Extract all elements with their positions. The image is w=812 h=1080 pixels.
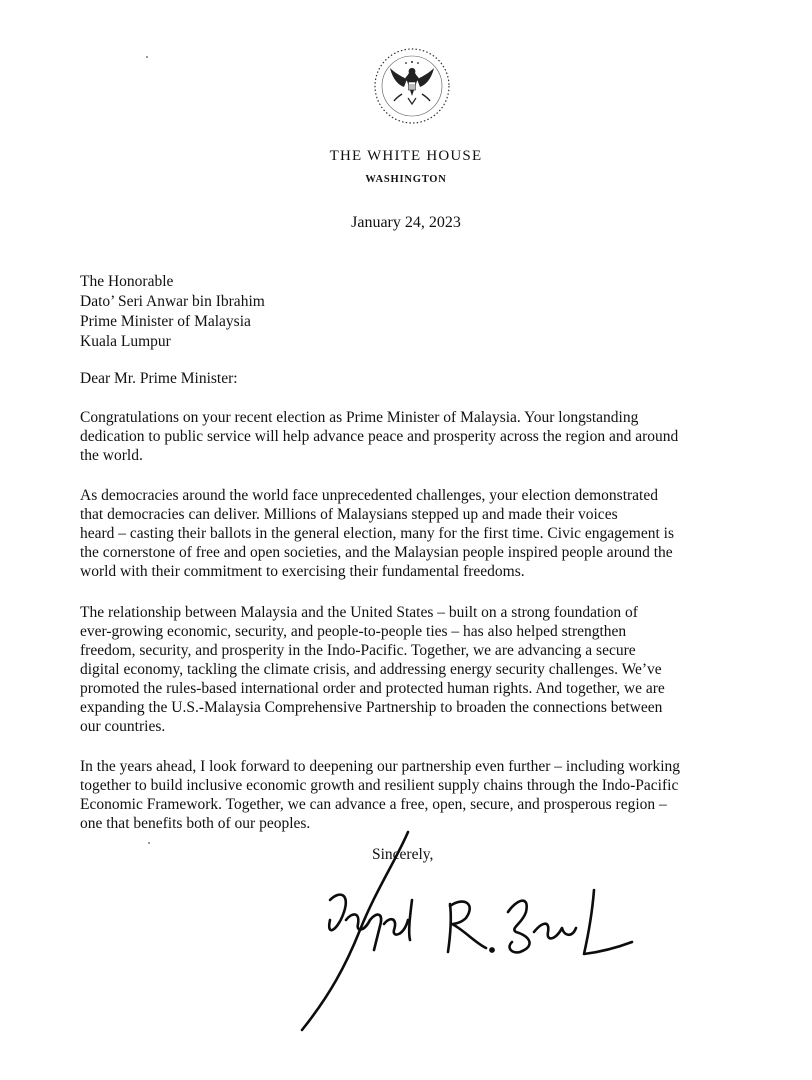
recipient-line: The Honorable bbox=[80, 273, 174, 290]
paragraph-line: As democracies around the world face unprecedented challenges, your election demonstrated bbox=[80, 487, 658, 504]
closing: Sincerely, bbox=[372, 846, 434, 863]
paragraph-line: The relationship between Malaysia and the United States – built on a strong foundation of bbox=[80, 604, 638, 621]
paragraph-line: together to build inclusive economic growth and resilient supply chains through the Indo-Pacific bbox=[80, 777, 679, 794]
letterhead-subtitle: WASHINGTON bbox=[365, 174, 447, 185]
letter-date: January 24, 2023 bbox=[351, 214, 461, 231]
paragraph-line: the world. bbox=[80, 447, 143, 464]
recipient-line: Prime Minister of Malaysia bbox=[80, 313, 251, 330]
paper-speck bbox=[146, 56, 148, 58]
paragraph-line: one that benefits both of our peoples. bbox=[80, 815, 311, 832]
paragraph-line: digital economy, tackling the climate crisis, and addressing energy security challenges. We’ve bbox=[80, 661, 662, 678]
recipient-line: Kuala Lumpur bbox=[80, 333, 171, 350]
paragraph-line: promoted the rules-based international order and protected human rights. And together, we are bbox=[80, 680, 665, 697]
paragraph-line: world with their commitment to exercising their fundamental freedoms. bbox=[80, 563, 525, 580]
letterhead-title: THE WHITE HOUSE bbox=[329, 148, 483, 164]
paragraph-1 bbox=[80, 408, 740, 465]
paragraph-3 bbox=[80, 603, 740, 736]
paragraph-line: In the years ahead, I look forward to deepening our partnership even further – including working bbox=[80, 758, 680, 775]
paragraph-line: our countries. bbox=[80, 718, 166, 735]
recipient-line: Dato’ Seri Anwar bin Ibrahim bbox=[80, 293, 265, 310]
paragraph-line: ever-growing economic, security, and people-to-people ties – has also helped strengthen bbox=[80, 623, 627, 640]
paragraph-line: Congratulations on your recent election as Prime Minister of Malaysia. Your longstanding bbox=[80, 409, 639, 426]
signature-icon bbox=[280, 820, 640, 1040]
paragraph-line: freedom, security, and prosperity in the Indo-Pacific. Together, we are advancing a secure bbox=[80, 642, 636, 659]
paper-speck bbox=[148, 842, 150, 844]
paragraph-line: that democracies can deliver. Millions of Malaysians stepped up and made their voices bbox=[80, 506, 618, 523]
paragraph-line: Economic Framework. Together, we can advance a free, open, secure, and prosperous region – bbox=[80, 796, 667, 813]
presidential-seal-icon bbox=[372, 46, 452, 126]
paragraph-line: heard – casting their ballots in the general election, many for the first time. Civic engagement is bbox=[80, 525, 674, 542]
recipient-block bbox=[80, 272, 265, 352]
salutation: Dear Mr. Prime Minister: bbox=[80, 370, 238, 387]
paragraph-2 bbox=[80, 486, 740, 581]
paragraph-line: dedication to public service will help advance peace and prosperity across the region and around bbox=[80, 428, 679, 445]
paragraph-line: the cornerstone of free and open societies, and the Malaysian people inspired people around the bbox=[80, 544, 673, 561]
paragraph-line: expanding the U.S.-Malaysia Comprehensive Partnership to broaden the connections between bbox=[80, 699, 663, 716]
